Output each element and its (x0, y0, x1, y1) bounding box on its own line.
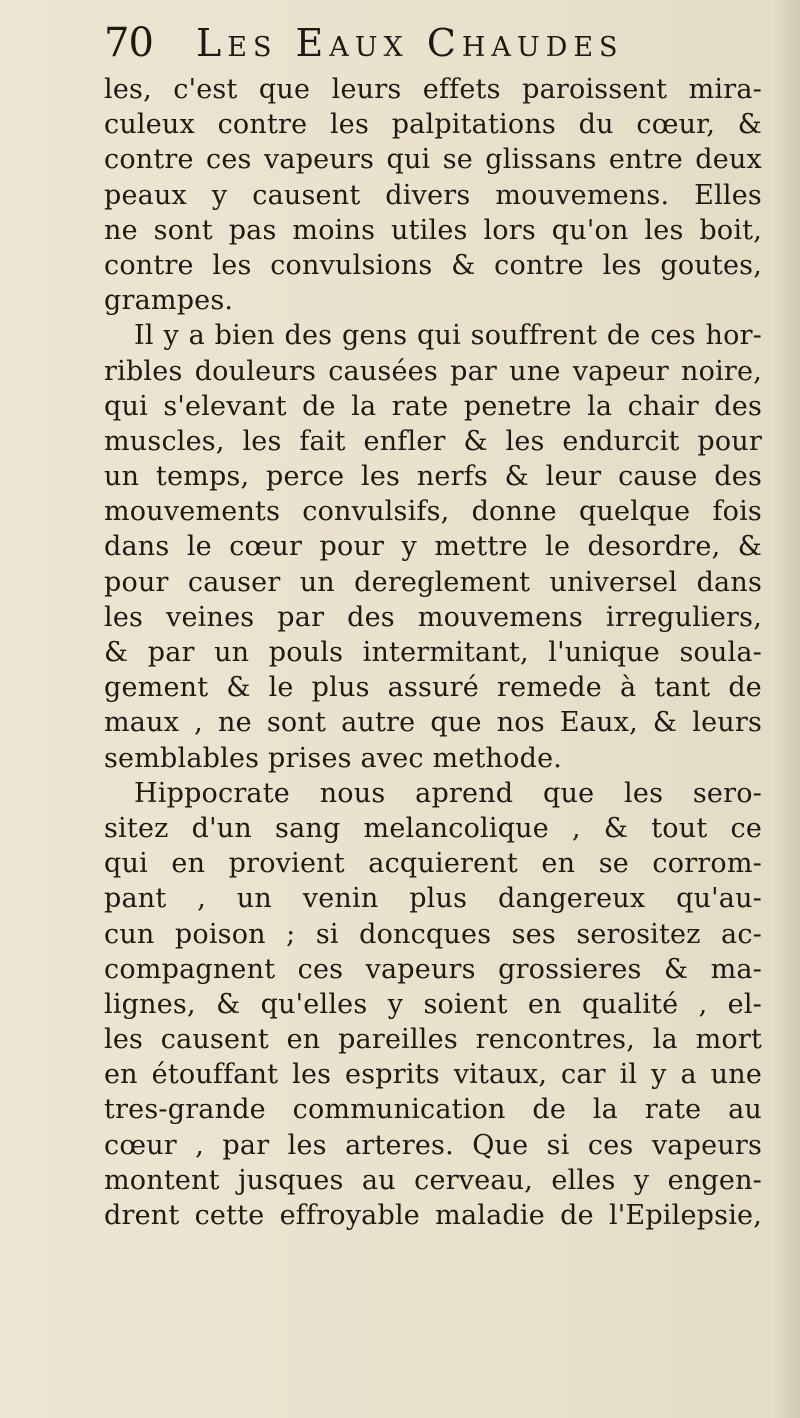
text-line: contre les convulsions & contre les goutes, (104, 249, 762, 281)
text-line: Hippocrate nous aprend que les sero- (134, 777, 762, 809)
text-line: les veines par des mouvemens irreguliers, (104, 601, 762, 633)
text-line: semblables prises avec methode. (104, 742, 563, 774)
text-line: mouvements convulsifs, donne quelque fois (104, 496, 762, 528)
text-line: en étouffant les esprits vitaux, car il y a une (104, 1059, 762, 1091)
running-head: Les Eaux Chaudes (196, 21, 624, 65)
paragraph-2 (104, 318, 762, 775)
text-line: ribles douleurs causées par une vapeur noire, (104, 355, 762, 387)
page-number: 70 (104, 20, 153, 66)
body-text (104, 72, 762, 1233)
text-line: les causent en pareilles rencontres, la mort (104, 1024, 762, 1056)
text-line: lignes, & qu'elles y soient en qualité , el- (104, 988, 762, 1020)
text-line: qui s'elevant de la rate penetre la chair des (104, 390, 762, 422)
text-line: les, c'est que leurs effets paroissent mira- (104, 74, 762, 105)
text-line: un temps, perce les nerfs & leur cause des (104, 461, 762, 493)
text-line: montent jusques au cerveau, elles y engen- (104, 1164, 762, 1196)
text-line: ne sont pas moins utiles lors qu'on les boit, (104, 214, 762, 246)
text-line: compagnent ces vapeurs grossieres & ma- (104, 953, 762, 985)
text-line: drent cette effroyable maladie de l'Epilepsie, (104, 1200, 762, 1231)
text-line: qui en provient acquierent en se corrom- (104, 848, 762, 880)
text-line: maux , ne sont autre que nos Eaux, & leurs (104, 707, 762, 739)
text-line: sitez d'un sang melancolique , & tout ce (104, 812, 762, 844)
text-line: gement & le plus assuré remede à tant de (104, 672, 762, 704)
text-line: peaux y causent divers mouvemens. Elles (104, 179, 762, 211)
text-line: cœur , par les arteres. Que si ces vapeurs (104, 1129, 762, 1161)
text-line: tres-grande communication de la rate au (104, 1094, 762, 1126)
text-line: cun poison ; si doncques ses serositez ac- (104, 918, 762, 950)
text-line: muscles, les fait enfler & les endurcit pour (104, 425, 762, 457)
text-line: pant , un venin plus dangereux qu'au- (104, 883, 762, 915)
text-line: Il y a bien des gens qui souffrent de ces hor- (134, 320, 762, 352)
text-line: pour causer un dereglement universel dans (104, 566, 762, 598)
paragraph-3 (104, 776, 762, 1233)
page-header (104, 20, 762, 72)
text-line: contre ces vapeurs qui se glissans entre deux (104, 144, 762, 176)
text-line: culeux contre les palpitations du cœur, & (104, 109, 762, 141)
text-line: & par un pouls intermitant, l'unique soula- (104, 637, 762, 668)
text-line: dans le cœur pour y mettre le desordre, & (104, 531, 762, 563)
paragraph-1 (104, 72, 762, 318)
text-line: grampes. (104, 285, 234, 317)
